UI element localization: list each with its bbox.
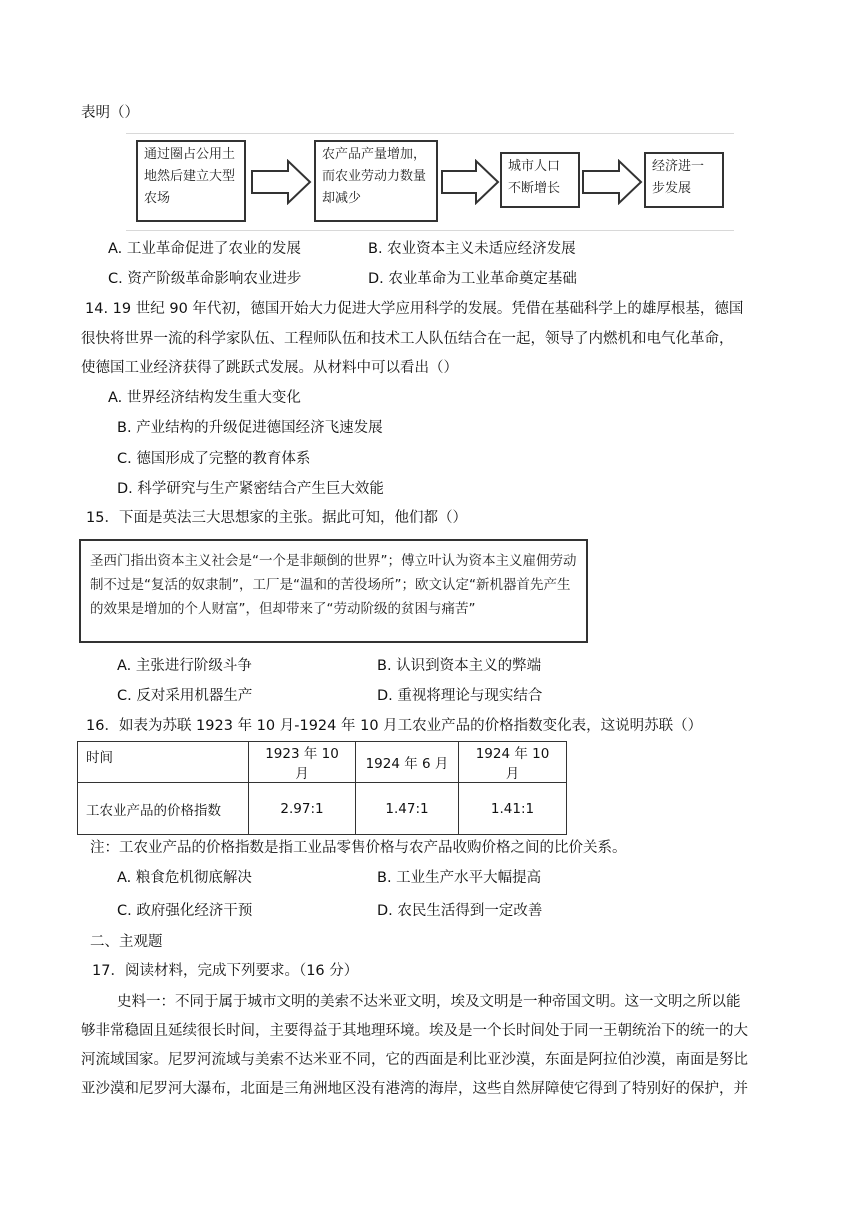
q13-option-c: C. 资产阶级革命影响农业进步: [108, 271, 302, 287]
flow-arrow-1-icon: [250, 159, 312, 205]
q14-line-3: 使德国工业经济获得了跳跃式发展。从材料中可以看出（）: [81, 360, 458, 376]
q17-line-3: 河流域国家。尼罗河流域与美索不达米亚不同，它的西面是利比亚沙漠，东面是阿拉伯沙漠，南面是努比: [81, 1052, 748, 1068]
flow-box-3: 城市人口不断增长: [500, 152, 580, 208]
q16-option-c: C. 政府强化经济干预: [117, 903, 253, 919]
table-cell: 1.47:1: [356, 783, 459, 835]
q15-quote-box: 圣西门指出资本主义社会是“一个是非颠倒的世界”；傅立叶认为资本主义雇佣劳动制不过是“复活的奴隶制”，工厂是“温和的苦役场所”；欧文认定“新机器首先产生的效果是增加的个人财富”，但却带来了“劳动阶级的贫困与痛苦”: [79, 539, 588, 643]
flow-box-4: 经济进一步发展: [644, 152, 724, 208]
section-2-heading: 二、主观题: [90, 934, 163, 950]
table-cell: 2.97:1: [249, 783, 356, 835]
table-cell: 工农业产品的价格指数: [78, 783, 249, 835]
table-header-cell: 时间: [78, 742, 249, 783]
q16-note: 注：工农业产品的价格指数是指工业品零售价格与农产品收购价格之间的比价关系。: [90, 840, 627, 856]
q17-line-4: 亚沙漠和尼罗河大瀑布，北面是三角洲地区没有港湾的海岸，这些自然屏障使它得到了特别好的保护，并: [81, 1081, 748, 1097]
q15-option-a: A. 主张进行阶级斗争: [117, 658, 252, 674]
flow-box-2: 农产品产量增加，而农业劳动力数量却减少: [314, 140, 438, 222]
table-header-cell: 1923 年 10 月: [249, 742, 356, 783]
q14-line-2: 很快将世界一流的科学家队伍、工程师队伍和技术工人队伍结合在一起，领导了内燃机和电气化革命，: [81, 331, 734, 347]
q13-option-d: D. 农业革命为工业革命奠定基础: [368, 271, 577, 287]
q16-option-b: B. 工业生产水平大幅提高: [377, 870, 542, 886]
q16-price-table: [77, 741, 567, 835]
q15-option-b: B. 认识到资本主义的弊端: [377, 658, 542, 674]
q17-line-1: 史料一：不同于属于城市文明的美索不达米亚文明，埃及文明是一种帝国文明。这一文明之所以能: [117, 994, 741, 1010]
table-header-cell: 1924 年 10 月: [459, 742, 567, 783]
q15-option-d: D. 重视将理论与现实结合: [377, 688, 543, 704]
flow-box-1: 通过圈占公用土地然后建立大型农场: [136, 140, 246, 222]
q13-option-a: A. 工业革命促进了农业的发展: [108, 241, 301, 257]
q15-option-c: C. 反对采用机器生产: [117, 688, 253, 704]
table-header-cell: 1924 年 6 月: [356, 742, 459, 783]
q14-option-d: D. 科学研究与生产紧密结合产生巨大效能: [117, 481, 384, 497]
q14-option-b: B. 产业结构的升级促进德国经济飞速发展: [117, 420, 383, 436]
q16-option-a: A. 粮食危机彻底解决: [117, 870, 252, 886]
q15-stem: 15．下面是英法三大思想家的主张。据此可知，他们都（）: [86, 510, 467, 526]
q13-stem-tail: 表明（）: [81, 105, 139, 121]
table-header-row: [78, 742, 567, 783]
q17-line-2: 够非常稳固且延续很长时间，主要得益于其地理环境。埃及是一个长时间处于同一王朝统治下的统一的大: [81, 1023, 748, 1039]
flow-arrow-3-icon: [581, 159, 643, 205]
table-cell: 1.41:1: [459, 783, 567, 835]
q14-option-c: C. 德国形成了完整的教育体系: [117, 451, 311, 467]
q16-option-d: D. 农民生活得到一定改善: [377, 903, 543, 919]
flow-arrow-2-icon: [440, 159, 500, 205]
table-row: [78, 783, 567, 835]
q14-option-a: A. 世界经济结构发生重大变化: [108, 390, 301, 406]
q16-stem: 16．如表为苏联 1923 年 10 月-1924 年 10 月工农业产品的价格指数变化表，这说明苏联（）: [86, 718, 703, 734]
q13-option-b: B. 农业资本主义未适应经济发展: [368, 241, 576, 257]
q13-flow-diagram: [126, 133, 734, 231]
q14-line-1: 14. 19 世纪 90 年代初，德国开始大力促进大学应用科学的发展。凭借在基础科学上的雄厚根基，德国: [85, 301, 744, 317]
q17-stem: 17．阅读材料，完成下列要求。（16 分）: [92, 963, 359, 979]
